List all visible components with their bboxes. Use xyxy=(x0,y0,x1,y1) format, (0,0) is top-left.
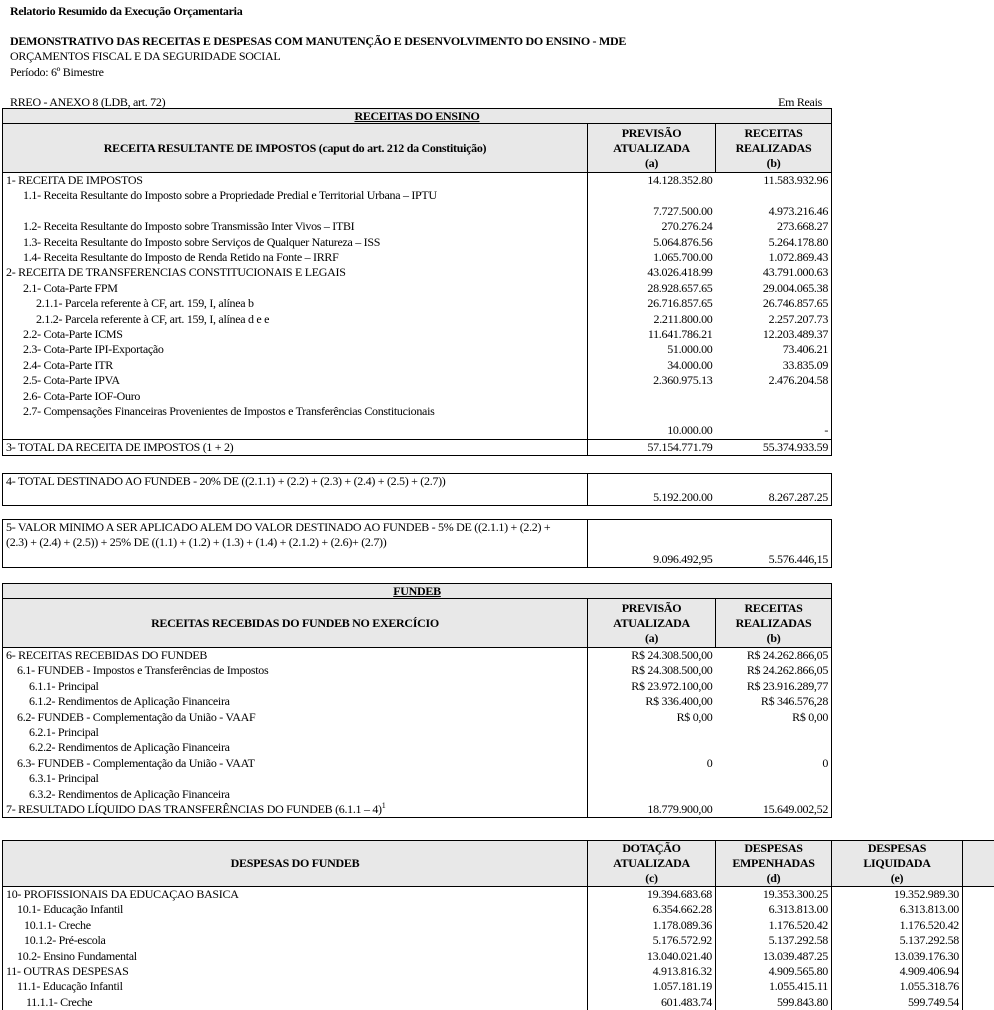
receitas-col-prev: PREVISÃO ATUALIZADA (a) xyxy=(588,124,716,173)
table-row: 2.1.2- Parcela referente à CF, art. 159, I, alínea d e e 2.211.800.00 2.257.207.73 xyxy=(3,312,832,327)
table-row: 2.6- Cota-Parte IOF-Ouro xyxy=(3,389,832,404)
fundeb-col-real: RECEITAS REALIZADAS (b) xyxy=(716,599,832,648)
table-row: 2.7- Compensações Financeiras Provenientes de Impostos e Transferências Constitucionais xyxy=(3,404,832,419)
receitas-section-title: RECEITAS DO ENSINO xyxy=(3,109,832,124)
despesas-col-dot: DOTAÇÃO ATUALIZADA (c) xyxy=(588,841,716,887)
table-row: 2.5- Cota-Parte IPVA 2.360.975.13 2.476.204.58 xyxy=(3,373,832,388)
receitas-col-desc: RECEITA RESULTANTE DE IMPOSTOS (caput do art. 212 da Constituição) xyxy=(3,124,588,173)
currency-label: Em Reais xyxy=(778,95,822,109)
period-line: Período: 6º Bimestre xyxy=(10,65,104,79)
table-row: 7.727.500.00 4.973.216.46 xyxy=(3,204,832,219)
table-row: 2.2- Cota-Parte ICMS 11.641.786.21 12.203.489.37 xyxy=(3,327,832,342)
min-apl-table xyxy=(2,519,832,568)
table-row: 6.3- FUNDEB - Complementação da União - VAAT 0 0 xyxy=(3,756,832,771)
table-row: 2.4- Cota-Parte ITR 34.000.00 33.835.09 xyxy=(3,358,832,373)
table-row: 1.4- Receita Resultante do Imposto de Renda Retido na Fonte – IRRF 1.065.700.00 1.072.869.43 xyxy=(3,250,832,265)
despesas-col-desc: DESPESAS DO FUNDEB xyxy=(3,841,588,887)
annex-label: RREO - ANEXO 8 (LDB, art. 72) xyxy=(10,95,165,109)
fundeb-col-prev: PREVISÃO ATUALIZADA (a) xyxy=(588,599,716,648)
table-row: 6.1.2- Rendimentos de Aplicação Financeira R$ 336.400,00 R$ 346.576,28 xyxy=(3,694,832,709)
table-row-result: 7- RESULTADO LÍQUIDO DAS TRANSFERÊNCIAS DO FUNDEB (6.1.1 – 4)$^1$ 18.779.900,00 15.649.002,52 xyxy=(3,802,832,818)
table-row: 2- RECEITA DE TRANSFERENCIAS CONSTITUCIONAIS E LEGAIS 43.026.418.99 43.791.000.63 xyxy=(3,265,832,280)
despesas-col-emp: DESPESAS EMPENHADAS (d) xyxy=(716,841,832,887)
table-row: 1- RECEITA DE IMPOSTOS 14.128.352.80 11.583.932.96 xyxy=(3,173,832,189)
table-row: 10.1.1- Creche 1.178.089.36 1.176.520.42 1.176.520.42 xyxy=(3,918,994,933)
table-row: 11.1.1- Creche 601.483.74 599.843.80 599.749.54 xyxy=(3,995,994,1010)
table-row: 1.3- Receita Resultante do Imposto sobre Serviços de Qualquer Natureza – ISS 5.064.876.56 5.264.178.80 xyxy=(3,235,832,250)
table-row: 4- TOTAL DESTINADO AO FUNDEB - 20% DE ((2.1.1) + (2.2) + (2.3) + (2.4) + (2.5) + (2.7)) 5.192.200.00 8.267.287.25 xyxy=(3,474,832,506)
despesas-table xyxy=(2,840,994,1010)
table-row: 6.2.1- Principal xyxy=(3,725,832,740)
table-row: 10.1- Educação Infantil 6.354.662.28 6.313.813.00 6.313.813.00 xyxy=(3,902,994,917)
table-row: 6- RECEITAS RECEBIDAS DO FUNDEB R$ 24.308.500,00 R$ 24.262.866,05 xyxy=(3,648,832,664)
table-row: 2.1- Cota-Parte FPM 28.928.657.65 29.004.065.38 xyxy=(3,281,832,296)
budgets-line: ORÇAMENTOS FISCAL E DA SEGURIDADE SOCIAL xyxy=(10,49,280,63)
table-row: 6.2.2- Rendimentos de Aplicação Financeira xyxy=(3,740,832,755)
table-row: 10.1.2- Pré-escola 5.176.572.92 5.137.292.58 5.137.292.58 xyxy=(3,933,994,948)
fundeb-dest-table xyxy=(2,473,832,506)
table-row: 5- VALOR MINIMO A SER APLICADO ALEM DO VALOR DESTINADO AO FUNDEB - 5% DE ((2.1.1) + (2.2) + (2.3) + (2.4) + (2.5)) + 25% DE ((1.1) + (1.2) + (1.3) + (1.4) + (2.1.2) + (2.6)+ (2.7)) 9.096.492,95 5.576.446,15 xyxy=(3,520,832,568)
despesas-col-liq: DESPESAS LIQUIDADA (e) xyxy=(832,841,963,887)
table-row: 1.1- Receita Resultante do Imposto sobre a Propriedade Predial e Territorial Urbana – IPTU xyxy=(3,188,832,203)
table-row: 10- PROFISSIONAIS DA EDUCAÇAO BASICA 19.394.683.68 19.353.300.25 19.352.989.30 xyxy=(3,887,994,903)
table-row: 6.3.2- Rendimentos de Aplicação Financeira xyxy=(3,787,832,802)
demo-title: DEMONSTRATIVO DAS RECEITAS E DESPESAS COM MANUTENÇÃO E DESENVOLVIMENTO DO ENSINO - MDE xyxy=(10,34,626,48)
table-row: 6.2- FUNDEB - Complementação da União - VAAF R$ 0,00 R$ 0,00 xyxy=(3,710,832,725)
report-title: Relatorio Resumido da Execução Orçamentaria xyxy=(10,4,242,18)
table-row: 11- OUTRAS DESPESAS 4.913.816.32 4.909.565.80 4.909.406.94 xyxy=(3,964,994,979)
table-row-total: 3- TOTAL DA RECEITA DE IMPOSTOS (1 + 2) 57.154.771.79 55.374.933.59 xyxy=(3,439,832,455)
table-row: 6.1.1- Principal R$ 23.972.100,00 R$ 23.916.289,77 xyxy=(3,679,832,694)
fundeb-col-desc: RECEITAS RECEBIDAS DO FUNDEB NO EXERCÍCIO xyxy=(3,599,588,648)
table-row: 2.3- Cota-Parte IPI-Exportação 51.000.00 73.406.21 xyxy=(3,342,832,357)
table-row: 10.2- Ensino Fundamental 13.040.021.40 13.039.487.25 13.039.176.30 xyxy=(3,949,994,964)
receitas-col-real: RECEITAS REALIZADAS (b) xyxy=(716,124,832,173)
table-row: 6.3.1- Principal xyxy=(3,771,832,786)
despesas-col-extra xyxy=(963,841,994,887)
receitas-table xyxy=(2,108,832,456)
table-row: 6.1- FUNDEB - Impostos e Transferências de Impostos R$ 24.308.500,00 R$ 24.262.866,05 xyxy=(3,663,832,678)
table-row: 2.1.1- Parcela referente à CF, art. 159, I, alínea b 26.716.857.65 26.746.857.65 xyxy=(3,296,832,311)
table-row: 10.000.00 - xyxy=(3,420,832,440)
table-row: 1.2- Receita Resultante do Imposto sobre Transmissão Inter Vivos – ITBI 270.276.24 273.668.27 xyxy=(3,219,832,234)
fundeb-section-title: FUNDEB xyxy=(3,584,832,599)
table-row: 11.1- Educação Infantil 1.057.181.19 1.055.415.11 1.055.318.76 xyxy=(3,979,994,994)
fundeb-table xyxy=(2,583,832,818)
